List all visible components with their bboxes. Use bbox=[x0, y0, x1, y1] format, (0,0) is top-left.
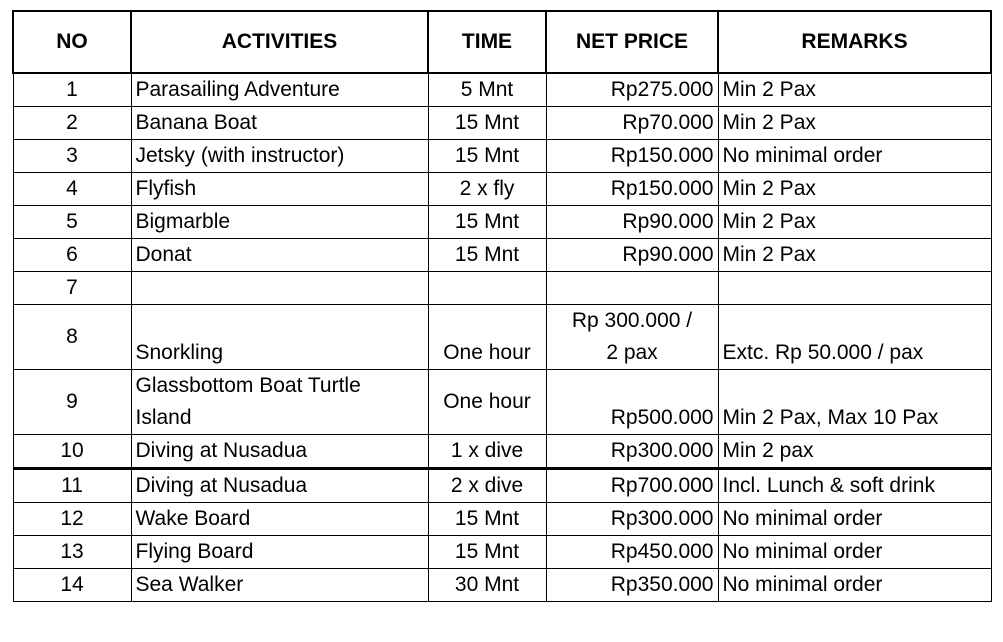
table-row bbox=[13, 370, 991, 435]
row-no: 14 bbox=[13, 569, 131, 602]
row-remarks: Min 2 Pax bbox=[718, 173, 991, 206]
row-no: 7 bbox=[13, 272, 131, 305]
row-remarks: No minimal order bbox=[718, 503, 991, 536]
table-row bbox=[13, 107, 991, 140]
row-price: Rp90.000 bbox=[546, 239, 718, 272]
row-remarks: Min 2 Pax bbox=[718, 239, 991, 272]
row-time: One hour bbox=[428, 370, 546, 435]
row-no: 10 bbox=[13, 435, 131, 469]
table-row bbox=[13, 272, 991, 305]
row-no: 11 bbox=[13, 469, 131, 503]
row-remarks: Min 2 Pax bbox=[718, 206, 991, 239]
table-row bbox=[13, 73, 991, 107]
row-remarks: Min 2 Pax bbox=[718, 107, 991, 140]
row-no: 2 bbox=[13, 107, 131, 140]
row-no: 8 bbox=[13, 305, 131, 370]
activity-line-1: Glassbottom Boat Turtle bbox=[135, 374, 361, 397]
row-activity: Donat bbox=[131, 239, 428, 272]
row-activity: Parasailing Adventure bbox=[131, 73, 428, 107]
row-time: One hour bbox=[428, 305, 546, 370]
table-row bbox=[13, 173, 991, 206]
price-line-2: 2 pax bbox=[606, 341, 658, 364]
row-no: 6 bbox=[13, 239, 131, 272]
row-activity: Banana Boat bbox=[131, 107, 428, 140]
row-price: Rp275.000 bbox=[546, 73, 718, 107]
header-time: TIME bbox=[428, 11, 546, 73]
row-no: 4 bbox=[13, 173, 131, 206]
row-price: Rp70.000 bbox=[546, 107, 718, 140]
row-remarks: Extc. Rp 50.000 / pax bbox=[718, 305, 991, 370]
row-activity: Diving at Nusadua bbox=[131, 435, 428, 469]
price-line-1: Rp 300.000 / bbox=[571, 309, 693, 332]
table-row bbox=[13, 435, 991, 469]
activities-price-table bbox=[12, 10, 992, 602]
row-price: Rp500.000 bbox=[546, 370, 718, 435]
table-row bbox=[13, 305, 991, 370]
row-activity: Snorkling bbox=[131, 305, 428, 370]
header-row bbox=[13, 11, 991, 73]
row-remarks: No minimal order bbox=[718, 569, 991, 602]
header-no: NO bbox=[13, 11, 131, 73]
header-net-price: NET PRICE bbox=[546, 11, 718, 73]
row-remarks: No minimal order bbox=[718, 140, 991, 173]
activity-line-2: Island bbox=[135, 406, 192, 429]
row-remarks: No minimal order bbox=[718, 536, 991, 569]
row-no: 1 bbox=[13, 73, 131, 107]
row-remarks: Min 2 Pax bbox=[718, 73, 991, 107]
row-activity: Flyfish bbox=[131, 173, 428, 206]
row-remarks: Min 2 Pax, Max 10 Pax bbox=[718, 370, 991, 435]
row-price: Rp300.000 bbox=[546, 435, 718, 469]
row-activity: Bigmarble bbox=[131, 206, 428, 239]
row-time: 15 Mnt bbox=[428, 140, 546, 173]
row-price: Rp350.000 bbox=[546, 569, 718, 602]
table-row bbox=[13, 239, 991, 272]
row-activity: Flying Board bbox=[131, 536, 428, 569]
row-no: 5 bbox=[13, 206, 131, 239]
table-row bbox=[13, 469, 991, 503]
row-no: 9 bbox=[13, 370, 131, 435]
row-time: 1 x dive bbox=[428, 435, 546, 469]
header-activities: ACTIVITIES bbox=[131, 11, 428, 73]
row-price: Rp90.000 bbox=[546, 206, 718, 239]
row-time: 15 Mnt bbox=[428, 107, 546, 140]
row-activity: Wake Board bbox=[131, 503, 428, 536]
row-activity bbox=[131, 272, 428, 305]
row-activity: Diving at Nusadua bbox=[131, 469, 428, 503]
row-price: Rp450.000 bbox=[546, 536, 718, 569]
row-price bbox=[546, 272, 718, 305]
row-remarks bbox=[718, 272, 991, 305]
table-row bbox=[13, 140, 991, 173]
row-time bbox=[428, 272, 546, 305]
row-time: 15 Mnt bbox=[428, 206, 546, 239]
row-price: Rp700.000 bbox=[546, 469, 718, 503]
row-price bbox=[546, 305, 718, 370]
row-time: 15 Mnt bbox=[428, 503, 546, 536]
row-time: 15 Mnt bbox=[428, 239, 546, 272]
row-remarks: Incl. Lunch & soft drink bbox=[718, 469, 991, 503]
row-time: 15 Mnt bbox=[428, 536, 546, 569]
row-price: Rp300.000 bbox=[546, 503, 718, 536]
table-row bbox=[13, 569, 991, 602]
row-time: 5 Mnt bbox=[428, 73, 546, 107]
row-remarks: Min 2 pax bbox=[718, 435, 991, 469]
header-remarks: REMARKS bbox=[718, 11, 991, 73]
table-row bbox=[13, 503, 991, 536]
row-activity: Sea Walker bbox=[131, 569, 428, 602]
row-price: Rp150.000 bbox=[546, 173, 718, 206]
row-no: 12 bbox=[13, 503, 131, 536]
row-no: 3 bbox=[13, 140, 131, 173]
row-activity bbox=[131, 370, 428, 435]
table-row bbox=[13, 206, 991, 239]
row-activity: Jetsky (with instructor) bbox=[131, 140, 428, 173]
row-time: 2 x dive bbox=[428, 469, 546, 503]
table-row bbox=[13, 536, 991, 569]
row-time: 2 x fly bbox=[428, 173, 546, 206]
row-time: 30 Mnt bbox=[428, 569, 546, 602]
row-price: Rp150.000 bbox=[546, 140, 718, 173]
row-no: 13 bbox=[13, 536, 131, 569]
